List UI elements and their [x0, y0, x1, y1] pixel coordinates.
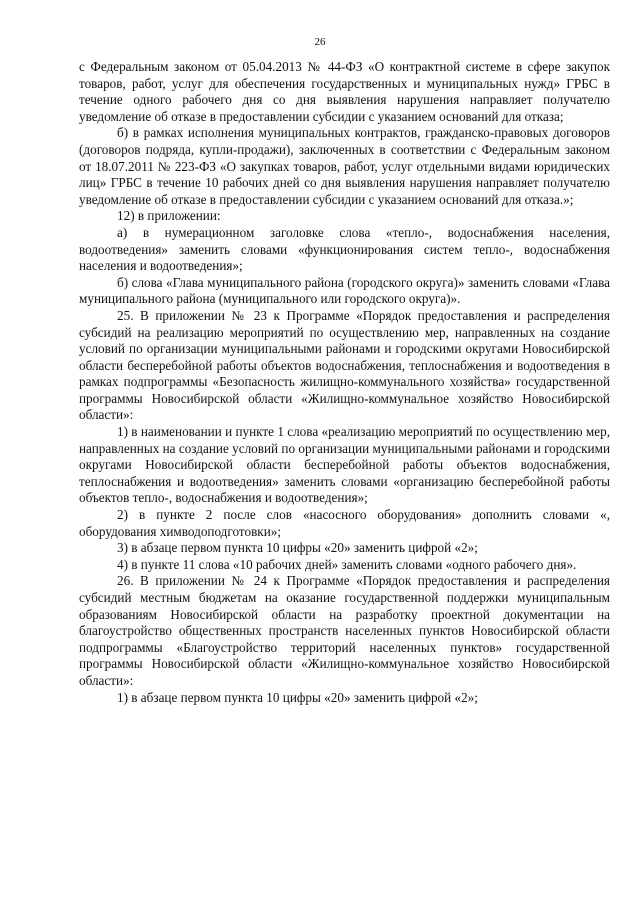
paragraph-item-12: 12) в приложении:	[117, 208, 221, 224]
page-number: 26	[314, 36, 326, 48]
paragraph-item-26-1: 1) в абзаце первом пункта 10 цифры «20» заменить цифрой «2»;	[117, 689, 478, 705]
paragraph-item-25: 25. В приложении № 23 к Программе «Порядок предоставления и распределения субсидий на реализацию мероприятий по осуществлению мер, направленных на создание условий по организации муниципальными районами и городскими округами Новосибирской области бесперебойной работы объектов водоснабжения, теплоснабжения и водоотведения в рамках подпрограммы «Безопасность жилищно-коммунального хозяйства» государственной программы Новосибирской области «Жилищно-коммунальное хозяйство Новосибирской области»:	[79, 307, 610, 423]
paragraph-item-25-2: 2) в пункте 2 после слов «насосного оборудования» дополнить словами «, оборудования химводоподготовки»;	[79, 507, 610, 539]
paragraph-item-25-3: 3) в абзаце первом пункта 10 цифры «20» заменить цифрой «2»;	[117, 540, 478, 556]
paragraph-item-12a: а) в нумерационном заголовке слова «тепло-, водоснабжения населения, водоотведения» заменить словами «функционирования систем тепло-, водоснабжения населения и водоотведения»;	[79, 224, 610, 274]
paragraph-continuation: с Федеральным законом от 05.04.2013 № 44-ФЗ «О контрактной системе в сфере закупок товаров, работ, услуг для обеспечения государственных и муниципальных нужд» ГРБС в течение одного рабочего дня со дня выявления нарушения направляет получателю уведомление об отказе в предоставлении субсидии с указанием оснований для отказа;	[79, 59, 610, 124]
paragraph-item-26: 26. В приложении № 24 к Программе «Порядок предоставления и распределения субсидий местным бюджетам на оказание государственной поддержки муниципальным образованиям Новосибирской области на разработку проектной документации на благоустройство общественных пространств населенных пунктов Новосибирской области подпрограммы «Благоустройство территорий населенных пунктов» государственной программы Новосибирской области «Жилищно-коммунальное хозяйство Новосибирской области»:	[79, 573, 610, 688]
paragraph-item-25-4: 4) в пункте 11 слова «10 рабочих дней» заменить словами «одного рабочего дня».	[117, 556, 577, 572]
paragraph-item-b-contracts: б) в рамках исполнения муниципальных контрактов, гражданско-правовых договоров (договоров подряда, купли-продажи), заключенных в соответствии с Федеральным законом от 18.07.2011 № 223-ФЗ «О закупках товаров, работ, услуг отдельными видами юридических лиц» ГРБС в течение 10 рабочих дней со дня выявления нарушения направляет получателю уведомление об отказе в предоставлении субсидии с указанием оснований для отказа.»;	[79, 125, 610, 207]
document-body	[79, 59, 610, 706]
paragraph-item-12b: б) слова «Глава муниципального района (городского округа)» заменить словами «Глава муниципального района (муниципального или городского округа)».	[79, 274, 610, 307]
paragraph-item-25-1: 1) в наименовании и пункте 1 слова «реализацию мероприятий по осуществлению мер, направленных на создание условий по организации муниципальными районами и городскими округами Новосибирской области бесперебойной работы объектов водоснабжения, теплоснабжения и водоотведения» заменить словами «организацию бесперебойной работы объектов тепло-, водоснабжения и водоотведения»;	[79, 424, 610, 506]
